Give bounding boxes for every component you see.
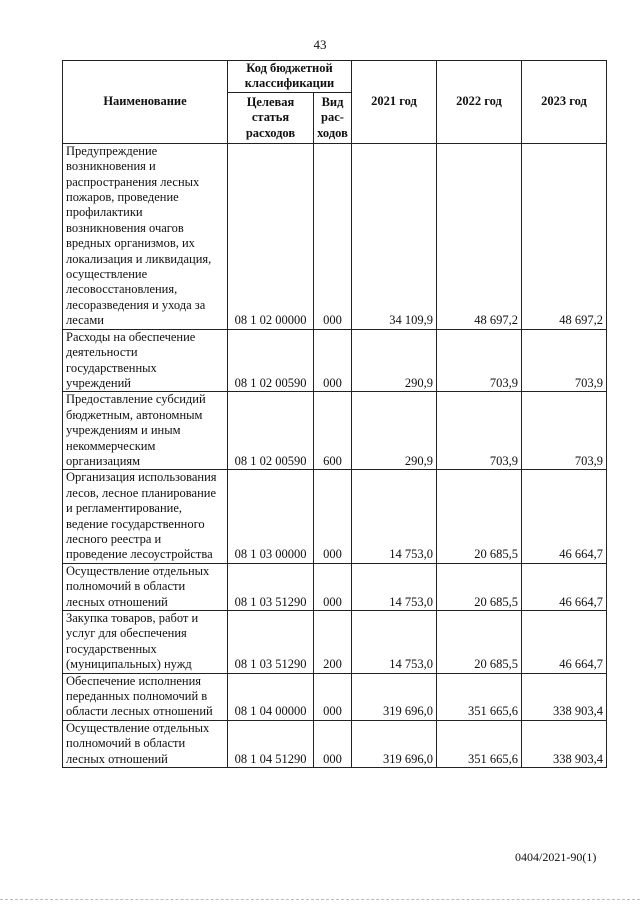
row-expense-type-cell: 000 bbox=[314, 329, 352, 392]
row-target-article-cell: 08 1 04 51290 bbox=[228, 720, 314, 767]
header-kbk-group: Код бюджетной классификации bbox=[228, 61, 352, 93]
row-name-cell: Организация использования лесов, лесное планирование и регламентирование, ведение государственного лесного реестра и проведение лесоустройства bbox=[63, 470, 228, 563]
table-row bbox=[63, 470, 607, 563]
header-year-2023: 2023 год bbox=[522, 61, 607, 144]
row-2022-cell: 20 685,5 bbox=[437, 563, 522, 610]
row-name-cell: Предупреждение возникновения и распространения лесных пожаров, проведение профилактики возникновения очагов вредных организмов, их локализация и ликвидация, осуществление лесовосстановления, лесоразведения и ухода за лесами bbox=[63, 143, 228, 329]
document-code: 0404/2021-90(1) bbox=[515, 850, 597, 864]
page-number: 43 bbox=[313, 37, 327, 52]
row-2022-cell: 351 665,6 bbox=[437, 673, 522, 720]
row-target-article-cell: 08 1 02 00590 bbox=[228, 392, 314, 470]
row-target-article-cell: 08 1 02 00590 bbox=[228, 329, 314, 392]
row-expense-type-cell: 600 bbox=[314, 392, 352, 470]
header-name: Наименование bbox=[63, 61, 228, 144]
row-2021-cell: 319 696,0 bbox=[352, 720, 437, 767]
row-2023-cell: 46 664,7 bbox=[522, 470, 607, 563]
row-2022-cell: 20 685,5 bbox=[437, 470, 522, 563]
table-row bbox=[63, 720, 607, 767]
row-2022-cell: 48 697,2 bbox=[437, 143, 522, 329]
row-2021-cell: 14 753,0 bbox=[352, 470, 437, 563]
table-row bbox=[63, 329, 607, 392]
row-2023-cell: 46 664,7 bbox=[522, 611, 607, 674]
header-target-article: Целевая статья расходов bbox=[228, 92, 314, 143]
row-target-article-cell: 08 1 03 00000 bbox=[228, 470, 314, 563]
row-2021-cell: 14 753,0 bbox=[352, 563, 437, 610]
row-name-cell: Осуществление отдельных полномочий в области лесных отношений bbox=[63, 563, 228, 610]
row-expense-type-cell: 000 bbox=[314, 673, 352, 720]
row-target-article-cell: 08 1 04 00000 bbox=[228, 673, 314, 720]
row-name-cell: Предоставление субсидий бюджетным, автономным учреждениям и иным некоммерческим организациям bbox=[63, 392, 228, 470]
row-expense-type-cell: 000 bbox=[314, 470, 352, 563]
row-expense-type-cell: 200 bbox=[314, 611, 352, 674]
row-2021-cell: 34 109,9 bbox=[352, 143, 437, 329]
table-row bbox=[63, 611, 607, 674]
row-2021-cell: 14 753,0 bbox=[352, 611, 437, 674]
header-expense-type: Вид рас-ходов bbox=[314, 92, 352, 143]
row-2023-cell: 48 697,2 bbox=[522, 143, 607, 329]
row-2023-cell: 46 664,7 bbox=[522, 563, 607, 610]
row-2022-cell: 20 685,5 bbox=[437, 611, 522, 674]
row-2021-cell: 290,9 bbox=[352, 329, 437, 392]
header-year-2022: 2022 год bbox=[437, 61, 522, 144]
row-2023-cell: 338 903,4 bbox=[522, 673, 607, 720]
row-target-article-cell: 08 1 03 51290 bbox=[228, 563, 314, 610]
table-row bbox=[63, 392, 607, 470]
row-target-article-cell: 08 1 02 00000 bbox=[228, 143, 314, 329]
row-expense-type-cell: 000 bbox=[314, 143, 352, 329]
table-row bbox=[63, 143, 607, 329]
row-2022-cell: 703,9 bbox=[437, 329, 522, 392]
row-2022-cell: 703,9 bbox=[437, 392, 522, 470]
table-row bbox=[63, 673, 607, 720]
row-2023-cell: 338 903,4 bbox=[522, 720, 607, 767]
page-bottom-divider bbox=[0, 899, 640, 900]
row-name-cell: Осуществление отдельных полномочий в области лесных отношений bbox=[63, 720, 228, 767]
budget-table bbox=[62, 60, 607, 768]
row-expense-type-cell: 000 bbox=[314, 720, 352, 767]
row-2023-cell: 703,9 bbox=[522, 392, 607, 470]
table-row bbox=[63, 563, 607, 610]
header-year-2021: 2021 год bbox=[352, 61, 437, 144]
row-name-cell: Обеспечение исполнения переданных полномочий в области лесных отношений bbox=[63, 673, 228, 720]
row-2022-cell: 351 665,6 bbox=[437, 720, 522, 767]
row-expense-type-cell: 000 bbox=[314, 563, 352, 610]
row-2021-cell: 290,9 bbox=[352, 392, 437, 470]
row-name-cell: Расходы на обеспечение деятельности государственных учреждений bbox=[63, 329, 228, 392]
table-body bbox=[63, 143, 607, 767]
row-target-article-cell: 08 1 03 51290 bbox=[228, 611, 314, 674]
row-2021-cell: 319 696,0 bbox=[352, 673, 437, 720]
row-name-cell: Закупка товаров, работ и услуг для обеспечения государственных (муниципальных) нужд bbox=[63, 611, 228, 674]
row-2023-cell: 703,9 bbox=[522, 329, 607, 392]
